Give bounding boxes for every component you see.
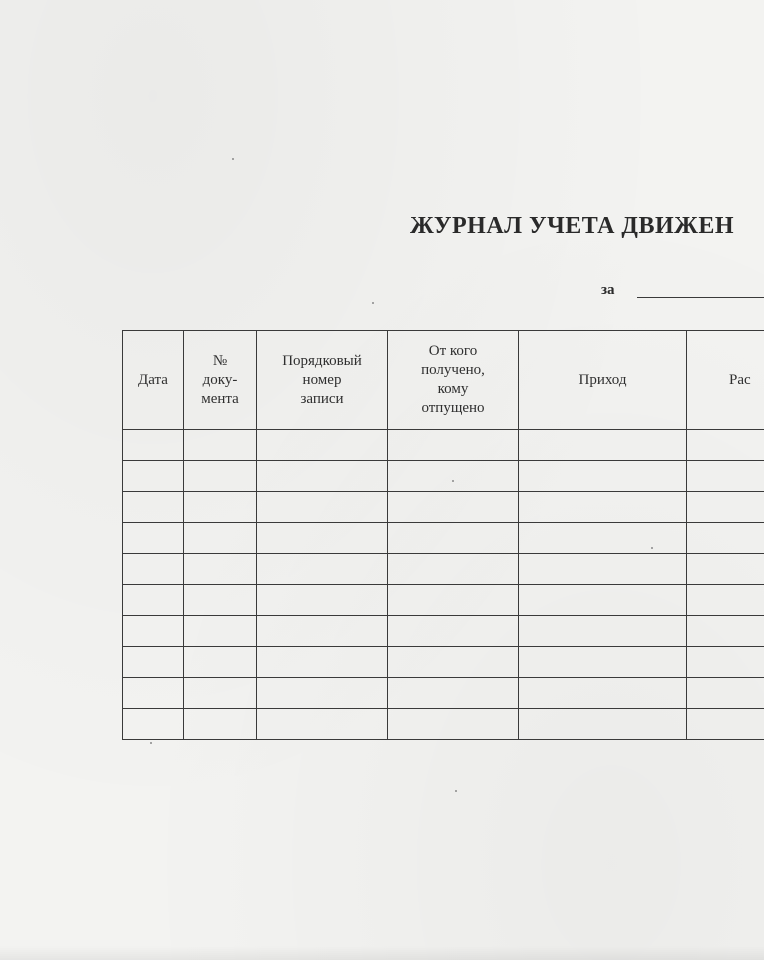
table-cell (687, 430, 764, 461)
table-row (123, 554, 764, 585)
table-row (123, 709, 764, 740)
table-cell (184, 678, 257, 709)
table-cell (687, 492, 764, 523)
table-cell (123, 523, 184, 554)
table-row (123, 647, 764, 678)
table-cell (687, 461, 764, 492)
table-cell (519, 585, 687, 616)
table-cell (519, 554, 687, 585)
table-cell (519, 616, 687, 647)
table-cell (519, 523, 687, 554)
table-cell (687, 709, 764, 740)
table-cell (123, 585, 184, 616)
table-cell (257, 678, 388, 709)
table-cell (184, 709, 257, 740)
table-cell (123, 430, 184, 461)
page-edge-shadow (0, 946, 764, 960)
scan-speck (372, 302, 374, 304)
table-cell (388, 585, 519, 616)
table-cell (687, 647, 764, 678)
table-cell (123, 709, 184, 740)
column-header-from-to: От кого получено, кому отпущено (388, 331, 519, 430)
table-cell (687, 523, 764, 554)
table-cell (687, 616, 764, 647)
table-cell (687, 585, 764, 616)
table-cell (184, 430, 257, 461)
table-cell (184, 554, 257, 585)
table-cell (388, 492, 519, 523)
table-row (123, 461, 764, 492)
table-row (123, 585, 764, 616)
table-cell (123, 647, 184, 678)
table-cell (388, 616, 519, 647)
table-cell (257, 647, 388, 678)
table-header-row (123, 331, 764, 430)
table-cell (184, 461, 257, 492)
table-cell (388, 709, 519, 740)
table-cell (519, 709, 687, 740)
table-cell (257, 709, 388, 740)
table-cell (388, 647, 519, 678)
table-cell (687, 554, 764, 585)
table-cell (184, 523, 257, 554)
table-cell (388, 430, 519, 461)
table-cell (257, 554, 388, 585)
table-cell (519, 647, 687, 678)
column-header-date: Дата (123, 331, 184, 430)
table-cell (184, 492, 257, 523)
table-body (123, 430, 764, 740)
table-cell (257, 430, 388, 461)
table-cell (123, 616, 184, 647)
table-cell (388, 554, 519, 585)
table-cell (123, 492, 184, 523)
scan-speck (455, 790, 457, 792)
journal-table (122, 330, 764, 740)
table-cell (184, 616, 257, 647)
scan-speck (232, 158, 234, 160)
table-cell (687, 678, 764, 709)
table-cell (257, 616, 388, 647)
table-row (123, 616, 764, 647)
table-cell (519, 678, 687, 709)
column-header-expense: Рас (687, 331, 764, 430)
period-label: за (601, 282, 615, 298)
table-cell (123, 461, 184, 492)
journal-title: ЖУРНАЛ УЧЕТА ДВИЖЕН (410, 213, 735, 239)
table-row (123, 430, 764, 461)
table-row (123, 492, 764, 523)
table-cell (257, 585, 388, 616)
table-cell (123, 678, 184, 709)
scan-speck (651, 547, 653, 549)
table-cell (388, 523, 519, 554)
period-fill-line (637, 297, 764, 298)
table-cell (184, 585, 257, 616)
table-cell (388, 461, 519, 492)
table-row (123, 523, 764, 554)
table-cell (123, 554, 184, 585)
column-header-income: Приход (519, 331, 687, 430)
column-header-record-number: Порядковый номер записи (257, 331, 388, 430)
table-cell (519, 461, 687, 492)
scan-speck (150, 742, 152, 744)
table-cell (519, 492, 687, 523)
table-row (123, 678, 764, 709)
column-header-document-number: № доку- мента (184, 331, 257, 430)
table-cell (257, 461, 388, 492)
scan-speck (452, 480, 454, 482)
table-cell (257, 492, 388, 523)
table-cell (184, 647, 257, 678)
table-cell (388, 678, 519, 709)
table-cell (257, 523, 388, 554)
table-cell (519, 430, 687, 461)
